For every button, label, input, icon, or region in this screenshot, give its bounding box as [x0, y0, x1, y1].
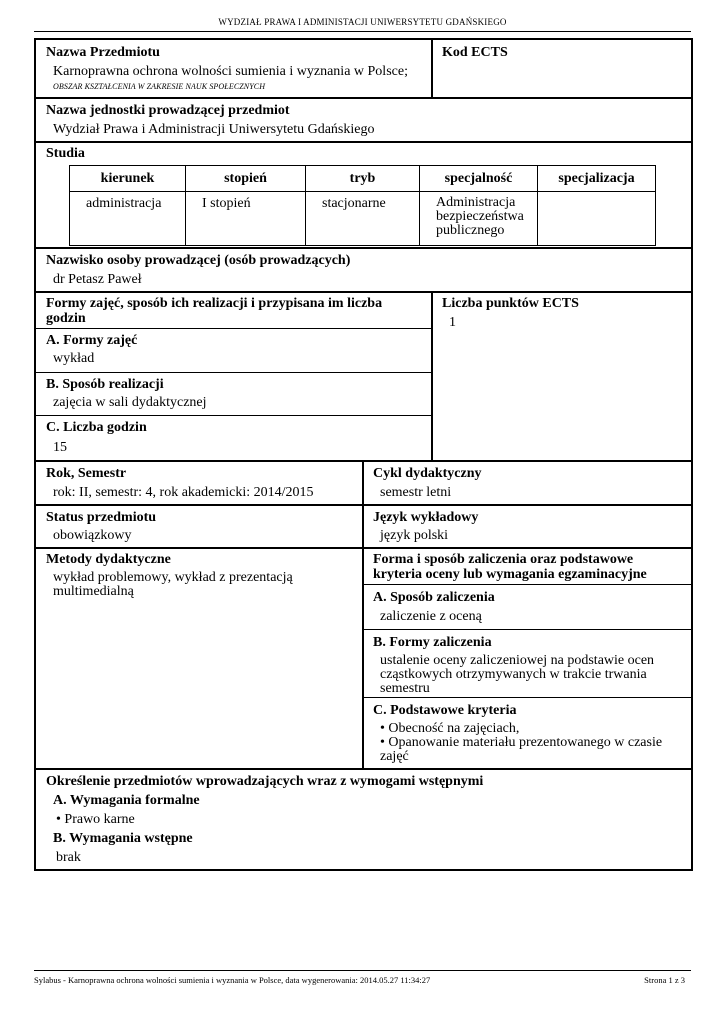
methods-section	[36, 547, 362, 768]
assessment-b-title: B. Formy zaliczenia	[373, 635, 492, 650]
ects-points-title: Liczba punktów ECTS	[442, 296, 579, 311]
lecturer-title: Nazwisko osoby prowadzącej (osób prowadzących)	[46, 253, 351, 268]
forms-c-value: 15	[53, 440, 67, 455]
header-divider	[34, 31, 691, 32]
requirements-section	[36, 768, 691, 869]
studies-specjalnosc: Administracja bezpieczeństwa publicznego	[420, 192, 538, 246]
forms-b-value: zajęcia w sali dydaktycznej	[53, 395, 207, 410]
unit-section	[36, 97, 691, 141]
status-title: Status przedmiotu	[46, 510, 157, 525]
assessment-c-item-2: • Opanowanie materiału prezentowanego w czasie zajęć	[380, 735, 663, 764]
studies-row	[70, 192, 656, 246]
unit-value: Wydział Prawa i Administracji Uniwersytetu Gdańskiego	[53, 122, 375, 137]
forms-c-cell	[36, 415, 431, 462]
assessment-section	[362, 547, 691, 768]
forms-a-value: wykład	[53, 351, 95, 366]
methods-title: Metody dydaktyczne	[46, 552, 171, 567]
page-footer	[34, 975, 691, 985]
studies-header-tryb: tryb	[306, 166, 420, 192]
assessment-b-value: ustalenie oceny zaliczeniowej na podstawie ocen cząstkowych otrzymywanych w trakcie trwania semestru	[380, 653, 655, 696]
unit-title: Nazwa jednostki prowadzącej przedmiot	[46, 103, 290, 118]
page-header: WYDZIAŁ PRAWA I ADMINISTACJI UNIWERSYTETU GDAŃSKIEGO	[218, 17, 507, 27]
studies-kierunek: administracja	[70, 192, 186, 246]
cycle-section	[362, 460, 691, 504]
studies-stopien: I stopień	[186, 192, 306, 246]
language-title: Język wykładowy	[373, 510, 479, 525]
studies-table	[69, 165, 656, 246]
ects-code-title: Kod ECTS	[442, 45, 508, 60]
assessment-c-item-1: • Obecność na zajęciach,	[380, 721, 520, 736]
requirements-b-value: brak	[56, 850, 81, 865]
forms-section	[36, 291, 431, 460]
status-value: obowiązkowy	[53, 528, 132, 543]
studies-title: Studia	[46, 146, 85, 161]
course-name-value: Karnoprawna ochrona wolności sumienia i wyznania w Polsce;	[53, 64, 408, 79]
syllabus-form	[34, 38, 693, 871]
studies-tryb: stacjonarne	[306, 192, 420, 246]
year-section	[36, 460, 362, 504]
forms-b-title: B. Sposób realizacji	[46, 377, 164, 392]
assessment-title: Forma i sposób zaliczenia oraz podstawowe kryteria oceny lub wymagania egzaminacyjne	[373, 552, 647, 582]
assessment-a-title: A. Sposób zaliczenia	[373, 590, 495, 605]
footer-left: Sylabus - Karnoprawna ochrona wolności sumienia i wyznania w Polsce, data wygenerowania: 2014.05.27 11:34:27	[34, 975, 431, 985]
ects-points-cell	[431, 291, 691, 460]
assessment-a-value: zaliczenie z oceną	[380, 609, 482, 624]
ects-points-value: 1	[449, 315, 456, 330]
requirements-title: Określenie przedmiotów wprowadzających wraz z wymogami wstępnymi	[46, 774, 484, 789]
studies-header-stopien: stopień	[186, 166, 306, 192]
language-value: język polski	[380, 528, 449, 543]
forms-b-cell	[36, 372, 431, 415]
studies-header-kierunek: kierunek	[70, 166, 186, 192]
language-section	[362, 504, 691, 547]
studies-specjalizacja	[538, 192, 656, 246]
assessment-b-cell	[364, 629, 693, 697]
requirements-a-value: • Prawo karne	[56, 812, 135, 827]
cycle-value: semestr letni	[380, 485, 452, 500]
cycle-title: Cykl dydaktyczny	[373, 466, 482, 481]
year-title: Rok, Semestr	[46, 466, 127, 481]
studies-header-specjalizacja: specjalizacja	[538, 166, 656, 192]
requirements-a-title: A. Wymagania formalne	[53, 793, 200, 808]
footer-divider	[34, 970, 691, 971]
forms-a-cell	[36, 328, 431, 372]
footer-page-number: Strona 1 z 3	[644, 975, 685, 985]
year-value: rok: II, semestr: 4, rok akademicki: 2014/2015	[53, 485, 314, 500]
forms-c-title: C. Liczba godzin	[46, 420, 147, 435]
status-section	[36, 504, 362, 547]
studies-section	[36, 141, 691, 247]
assessment-c-cell	[364, 697, 693, 770]
lecturer-section	[36, 247, 691, 291]
methods-value: wykład problemowy, wykład z prezentacją multimedialną	[53, 570, 293, 599]
forms-a-title: A. Formy zajęć	[46, 333, 138, 348]
ects-code-cell	[431, 40, 691, 97]
course-area: OBSZAR KSZTAŁCENIA W ZAKRESIE NAUK SPOŁECZNYCH	[53, 82, 266, 91]
studies-header-specjalnosc: specjalność	[420, 166, 538, 192]
assessment-a-cell	[364, 584, 693, 629]
course-name-title: Nazwa Przedmiotu	[46, 45, 160, 60]
forms-title: Formy zajęć, sposób ich realizacji i przypisana im liczba godzin	[46, 296, 383, 326]
assessment-c-title: C. Podstawowe kryteria	[373, 703, 517, 718]
lecturer-value: dr Petasz Paweł	[53, 272, 142, 287]
requirements-b-title: B. Wymagania wstępne	[53, 831, 193, 846]
studies-header-row	[70, 166, 656, 192]
